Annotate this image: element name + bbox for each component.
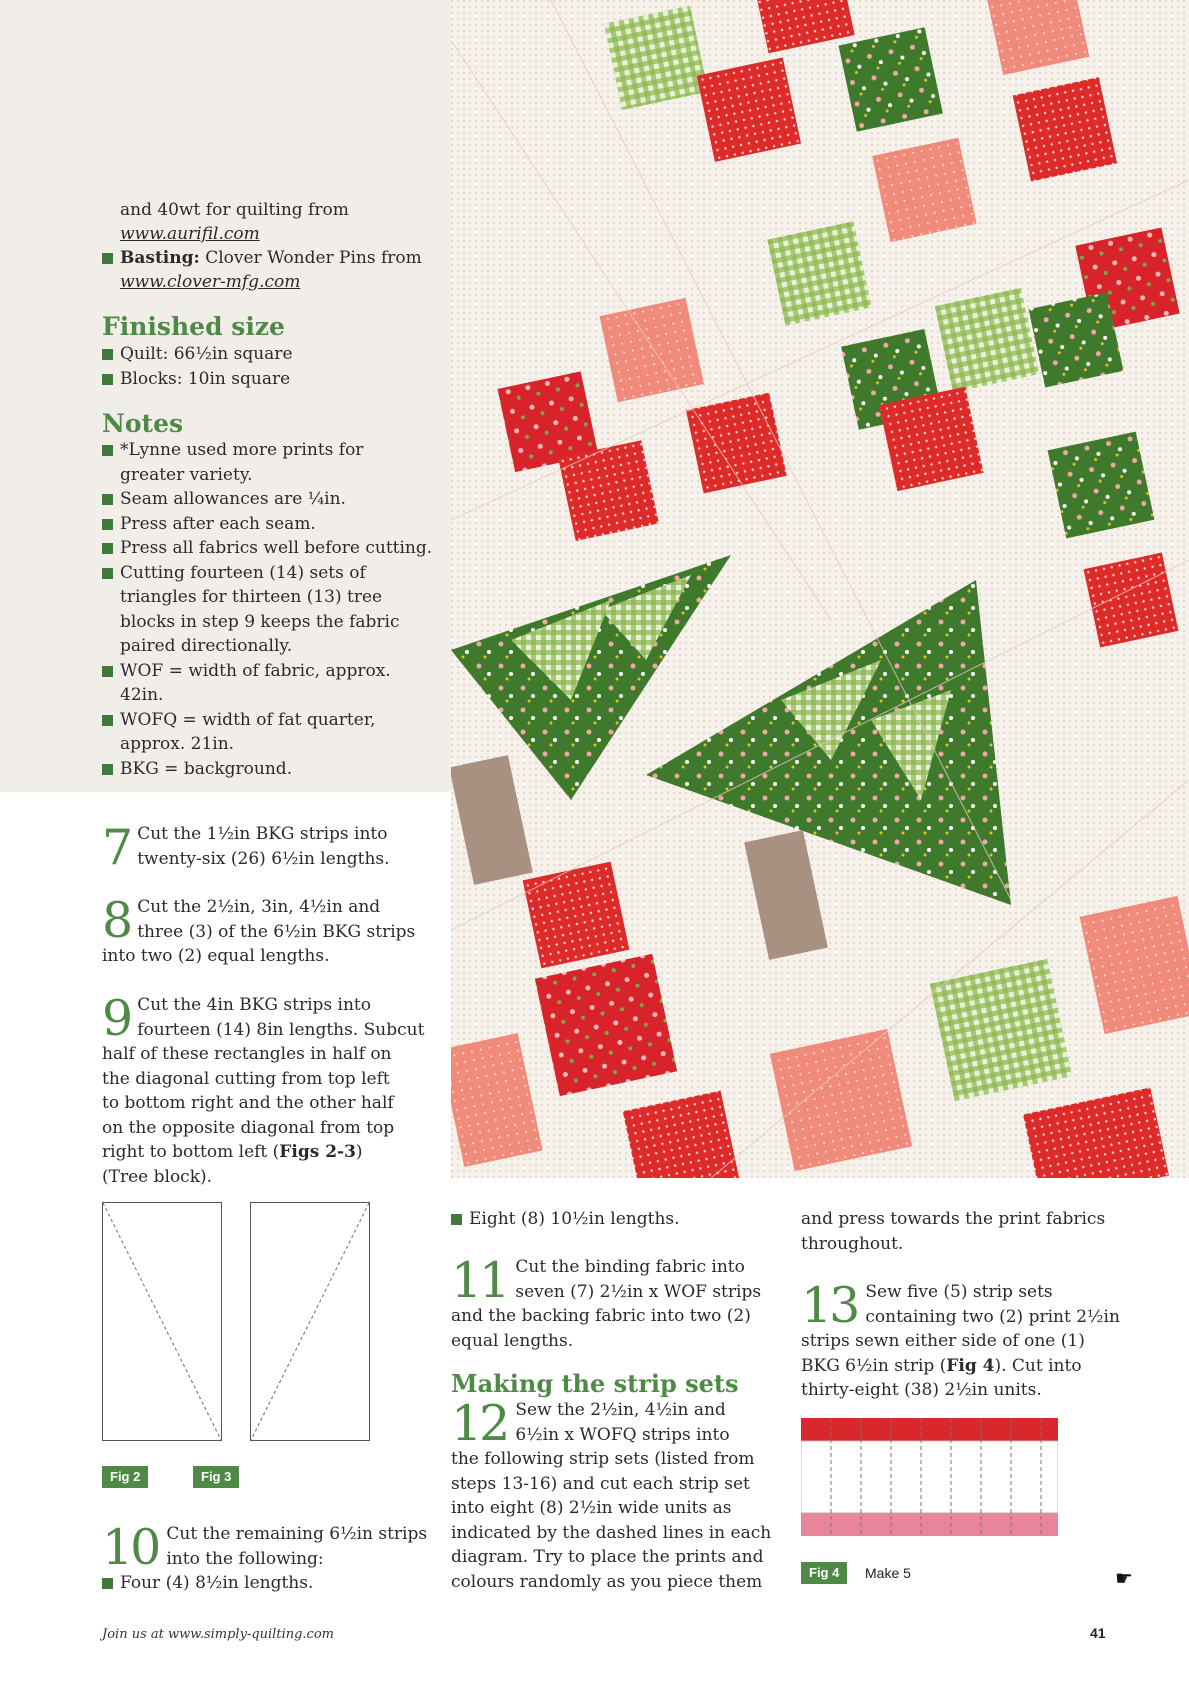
list-item: BKG = background.: [102, 757, 442, 782]
clover-link[interactable]: www.clover-mfg.com: [120, 272, 301, 292]
finished-size-list: [102, 342, 442, 391]
strip-sets-heading-wrap: [451, 1370, 781, 1398]
step-13: 13 Sew five (5) strip sets containing two (2) print 2½in strips sewn either side of one (1) BKG 6½in strip (Fig 4). Cut into thirty-eight (38) 2½in units.: [801, 1277, 1120, 1400]
list-item: Seam allowances are ¼in.: [102, 487, 442, 512]
fig-4-diagram: [801, 1418, 1058, 1536]
list-item: WOFQ = width of fat quarter, approx. 21in.: [102, 708, 442, 757]
step-7: 7 Cut the 1½in BKG strips into twenty-six (26) 6½in lengths.: [102, 819, 390, 876]
pointing-hand-icon: ☛: [1115, 1566, 1133, 1590]
list-item: *Lynne used more prints for greater variety.: [102, 438, 442, 487]
step-number: 8: [102, 892, 134, 949]
list-item: Blocks: 10in square: [102, 367, 442, 392]
col2-bullet: [451, 1207, 771, 1232]
list-item: Press after each seam.: [102, 512, 442, 537]
step-number: 9: [102, 990, 134, 1047]
step-number: 11: [451, 1252, 508, 1309]
step-number: 10: [102, 1519, 159, 1576]
fig-4-label: Fig 4: [801, 1562, 847, 1584]
fig-2-diagram: [102, 1202, 222, 1441]
step-number: 12: [451, 1395, 508, 1452]
aurifil-link[interactable]: www.aurifil.com: [120, 224, 260, 244]
make-count-label: Make 5: [865, 1565, 911, 1581]
basting-text: Clover Wonder Pins from: [199, 248, 422, 268]
step-12: 12 Sew the 2½in, 4½in and 6½in x WOFQ strips into the following strip sets (listed from steps 13-16) and cut each strip set into eight (8) 2½in wide units as indicated by the dashed lines in each diagram. Try to place the prints and colours randomly as you piece them: [451, 1395, 772, 1592]
strip-sets-heading: Making the strip sets: [451, 1369, 739, 1398]
fig-3-diagram: [250, 1202, 370, 1441]
step-11: 11 Cut the binding fabric into seven (7) 2½in x WOF strips and the backing fabric into two (2) equal lengths.: [451, 1252, 762, 1351]
step-number: 13: [801, 1277, 858, 1334]
list-item: Cutting fourteen (14) sets of triangles for thirteen (13) tree blocks in step 9 keeps the fabric paired directionally.: [102, 561, 442, 659]
fig-ref: Figs 2-3: [279, 1142, 356, 1162]
step-8: 8 Cut the 2½in, 3in, 4½in and three (3) of the 6½in BKG strips into two (2) equal lengths.: [102, 892, 416, 966]
page-number: 41: [1090, 1625, 1106, 1641]
basting-item: [102, 246, 442, 271]
intro-line: and 40wt for quilting from: [120, 200, 349, 220]
list-item: Four (4) 8½in lengths.: [102, 1571, 442, 1596]
list-item: Quilt: 66½in square: [102, 342, 442, 367]
list-item: Press all fabrics well before cutting.: [102, 536, 442, 561]
step-10: 10 Cut the remaining 6½in strips into the following: Four (4) 8½in lengths.: [102, 1522, 442, 1596]
fig-ref: Fig 4: [946, 1355, 995, 1376]
bullet-square: [102, 253, 113, 264]
finished-size-heading: Finished size: [102, 312, 285, 341]
basting-label: Basting:: [120, 248, 200, 268]
quilt-photo: [451, 0, 1189, 1178]
col3-continuation: and press towards the print fabrics throughout.: [801, 1209, 1106, 1254]
step-number: 7: [102, 819, 134, 876]
fig-2-label: Fig 2: [102, 1466, 148, 1488]
notes-list: [102, 438, 442, 781]
list-item: Eight (8) 10½in lengths.: [451, 1207, 771, 1232]
list-item: WOF = width of fabric, approx. 42in.: [102, 659, 442, 708]
notes-heading: Notes: [102, 409, 184, 438]
fig-3-label: Fig 3: [193, 1466, 239, 1488]
step-9: 9 Cut the 4in BKG strips into fourteen (14) 8in lengths. Subcut half of these rectangles in half on the diagonal cutting from top left to bottom right and the other half on the opposite diagonal from top right to bottom left (Figs 2-3) (Tree block).: [102, 990, 425, 1187]
footer-website[interactable]: Join us at www.simply-quilting.com: [102, 1627, 334, 1642]
